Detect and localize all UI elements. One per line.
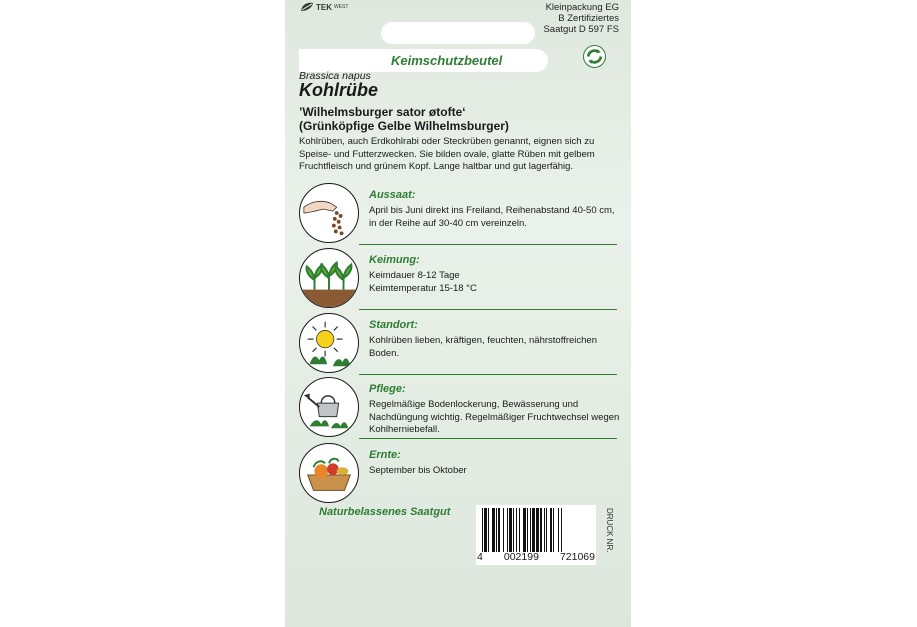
green-dot-recycle-icon [583, 45, 606, 68]
section-text: Keimdauer 8-12 Tage Keimtemperatur 15-18 °C [369, 270, 477, 294]
tekwest-logo [300, 2, 348, 12]
ean-barcode [476, 505, 596, 565]
section-title: Aussaat: [369, 189, 416, 201]
seed-packet-back [285, 0, 631, 627]
barcode-digit-group: 4 [477, 551, 483, 563]
sun-icon [299, 313, 359, 373]
barcode-bar [562, 508, 563, 552]
section-aussaat [299, 183, 621, 245]
harvest-basket-icon [299, 443, 359, 503]
certification-info [543, 2, 619, 35]
section-divider [359, 374, 617, 376]
info-line: Kleinpackung EG [545, 2, 619, 13]
barcode-digit-group: 002199 [503, 551, 539, 563]
section-text: April bis Juni direkt ins Freiland, Reihenabstand 40-50 cm, in der Reihe auf 30-40 cm vereinzeln. [369, 205, 615, 229]
barcode-digits [476, 551, 596, 563]
section-title: Standort: [369, 319, 418, 331]
seedlings-icon [299, 248, 359, 308]
variety-name [299, 105, 509, 133]
leaf-logo-icon [300, 2, 314, 12]
section-text: Kohlrüben lieben, kräftigen, feuchten, nährstoffreichen Boden. [369, 335, 597, 359]
packet-window [381, 22, 535, 44]
logo-sub-text: WEST [334, 4, 349, 10]
section-divider [359, 438, 617, 440]
product-description: Kohlrüben, auch Erdkohlrabi oder Steckrüben genannt, eignen sich zu Speise- und Futterzwecken. Sie bilden ovale, glatte Rüben mit gelbem Fruchtfleisch und grünem Kopf. Lange haltbar und gut lagerfähig. [299, 136, 595, 172]
druck-nr-label: DRUCK NR. [605, 508, 614, 553]
botanical-name: Brassica napus [299, 70, 371, 82]
section-pflege [299, 377, 621, 439]
info-line: Saatgut D 597 FS [543, 24, 619, 35]
keimschutzbeutel-banner: Keimschutzbeutel [299, 49, 548, 72]
section-ernte [299, 443, 621, 505]
seed-sowing-icon [299, 183, 359, 243]
watering-can-icon [299, 377, 359, 437]
section-text: September bis Oktober [369, 465, 467, 476]
product-title: Kohlrübe [299, 80, 378, 100]
section-title: Pflege: [369, 383, 406, 395]
section-title: Ernte: [369, 449, 401, 461]
naturbelassen-label: Naturbelassenes Saatgut [319, 506, 451, 518]
variety-line: ’Wilhelmsburger sator øtofte‘ [299, 105, 466, 119]
variety-line: (Grünköpfige Gelbe Wilhelmsburger) [299, 119, 509, 133]
logo-main-text: TEK [316, 2, 332, 12]
section-title: Keimung: [369, 254, 420, 266]
section-keimung [299, 248, 621, 310]
info-line: B Zertifiziertes [558, 13, 619, 24]
section-divider [359, 244, 617, 246]
barcode-digit-group: 721069 [559, 551, 595, 563]
section-text: Regelmäßige Bodenlockerung, Bewässerung und Nachdüngung wichtig. Regelmäßiger Fruchtwechsel wegen Kohlherniebefall. [369, 399, 620, 435]
barcode-bars [482, 508, 590, 552]
section-divider [359, 309, 617, 311]
section-standort [299, 313, 621, 375]
